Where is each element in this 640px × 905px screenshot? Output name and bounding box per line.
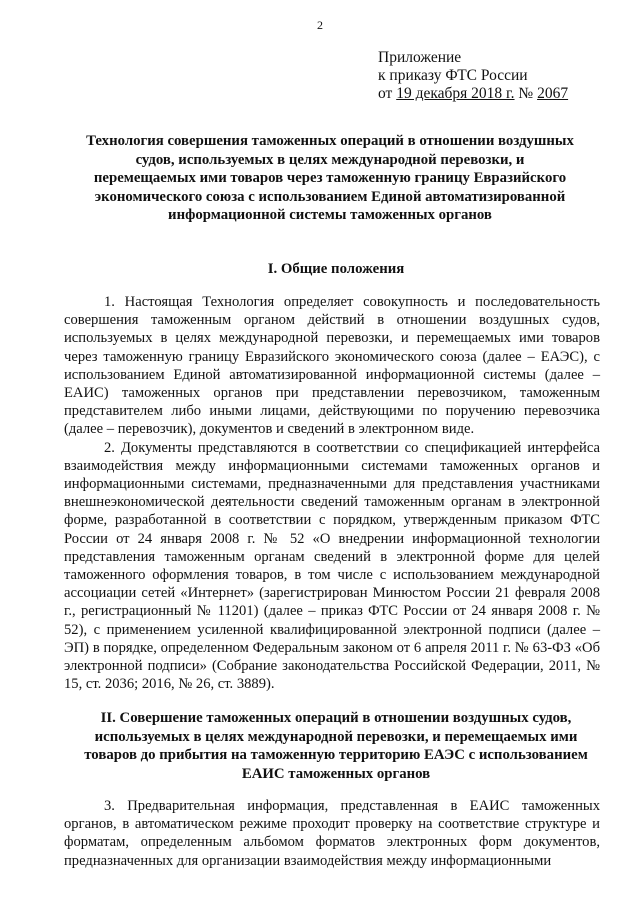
document-title: Технология совершения таможенных операций в отношении воздушных судов, используемых в целях международной перевозки, и перемещаемых ими товаров через таможенную границу Евразийского экономического союза с использованием Единой автоматизированной информационной системы таможенных органов (86, 133, 574, 223)
paragraph-3: 3. Предварительная информация, представленная в ЕАИС таможенных органов, в автоматическом режиме проходит проверку на соответствие структуре и форматам, определенным альбомом форматов электронных форм документов, предназначенных для организации взаимодействия между информационными (64, 798, 600, 869)
section-2-heading: II. Совершение таможенных операций в отношении воздушных судов, используемых в целях международной перевозки, и перемещаемых ими товаров до прибытия на таможенную территорию ЕАЭС с использованием ЕАИС таможенных органов (84, 710, 588, 782)
paragraph-1: 1. Настоящая Технология определяет совокупность и последовательность совершения таможенным органом действий в отношении воздушных судов, используемых в целях международной перевозки, и перемещаемых ими товаров через таможенную границу Евразийского экономического союза (далее – ЕАЭС), с использованием Единой автоматизированной информационной системы (далее – ЕАИС) таможенных органов при представлении перевозчиком, таможенным представителем либо иными лицами, действующими по поручению перевозчика (далее – перевозчик), документов и сведений в электронном виде. (64, 294, 600, 438)
order-date: 19 декабря 2018 г. (396, 85, 515, 102)
section-1-body (64, 293, 600, 693)
section-1-heading: I. Общие положения (267, 261, 405, 277)
appendix-line-1: Приложение (378, 49, 462, 66)
appendix-number-sign: № (514, 85, 538, 102)
page-number: 2 (317, 18, 323, 32)
appendix-line-2: к приказу ФТС России (378, 67, 528, 84)
appendix-line-3 (378, 85, 568, 103)
appendix-block (378, 49, 568, 103)
order-number: 2067 (537, 85, 569, 102)
appendix-prefix: от (378, 85, 397, 102)
section-2-body (64, 797, 600, 870)
paragraph-2: 2. Документы представляются в соответствии со спецификацией интерфейса взаимодействия между информационными системами таможенных органов и информационными системами, предназначенными для представления участниками внешнеэкономической деятельности сведений таможенным органам в электронной форме, разработанной в соответствии с порядком, утвержденным приказом ФТС России от 24 января 2008 г. № 52 «О внедрении информационной технологии представления таможенным органам сведений в электронной форме для целей таможенного оформления товаров, в том числе с использованием международной ассоциации сетей «Интернет» (зарегистрирован Минюстом России 21 февраля 2008 г., регистрационный № 11201) (далее – приказ ФТС России от 24 января 2008 г. № 52), с применением усиленной квалифицированной электронной подписи (далее – ЭП) в порядке, определенном Федеральным законом от 6 апреля 2011 г. № 63-ФЗ «Об электронной подписи» (Собрание законодательства Российской Федерации, 2011, № 15, ст. 2036; 2016, № 26, ст. 3889). (64, 439, 600, 693)
